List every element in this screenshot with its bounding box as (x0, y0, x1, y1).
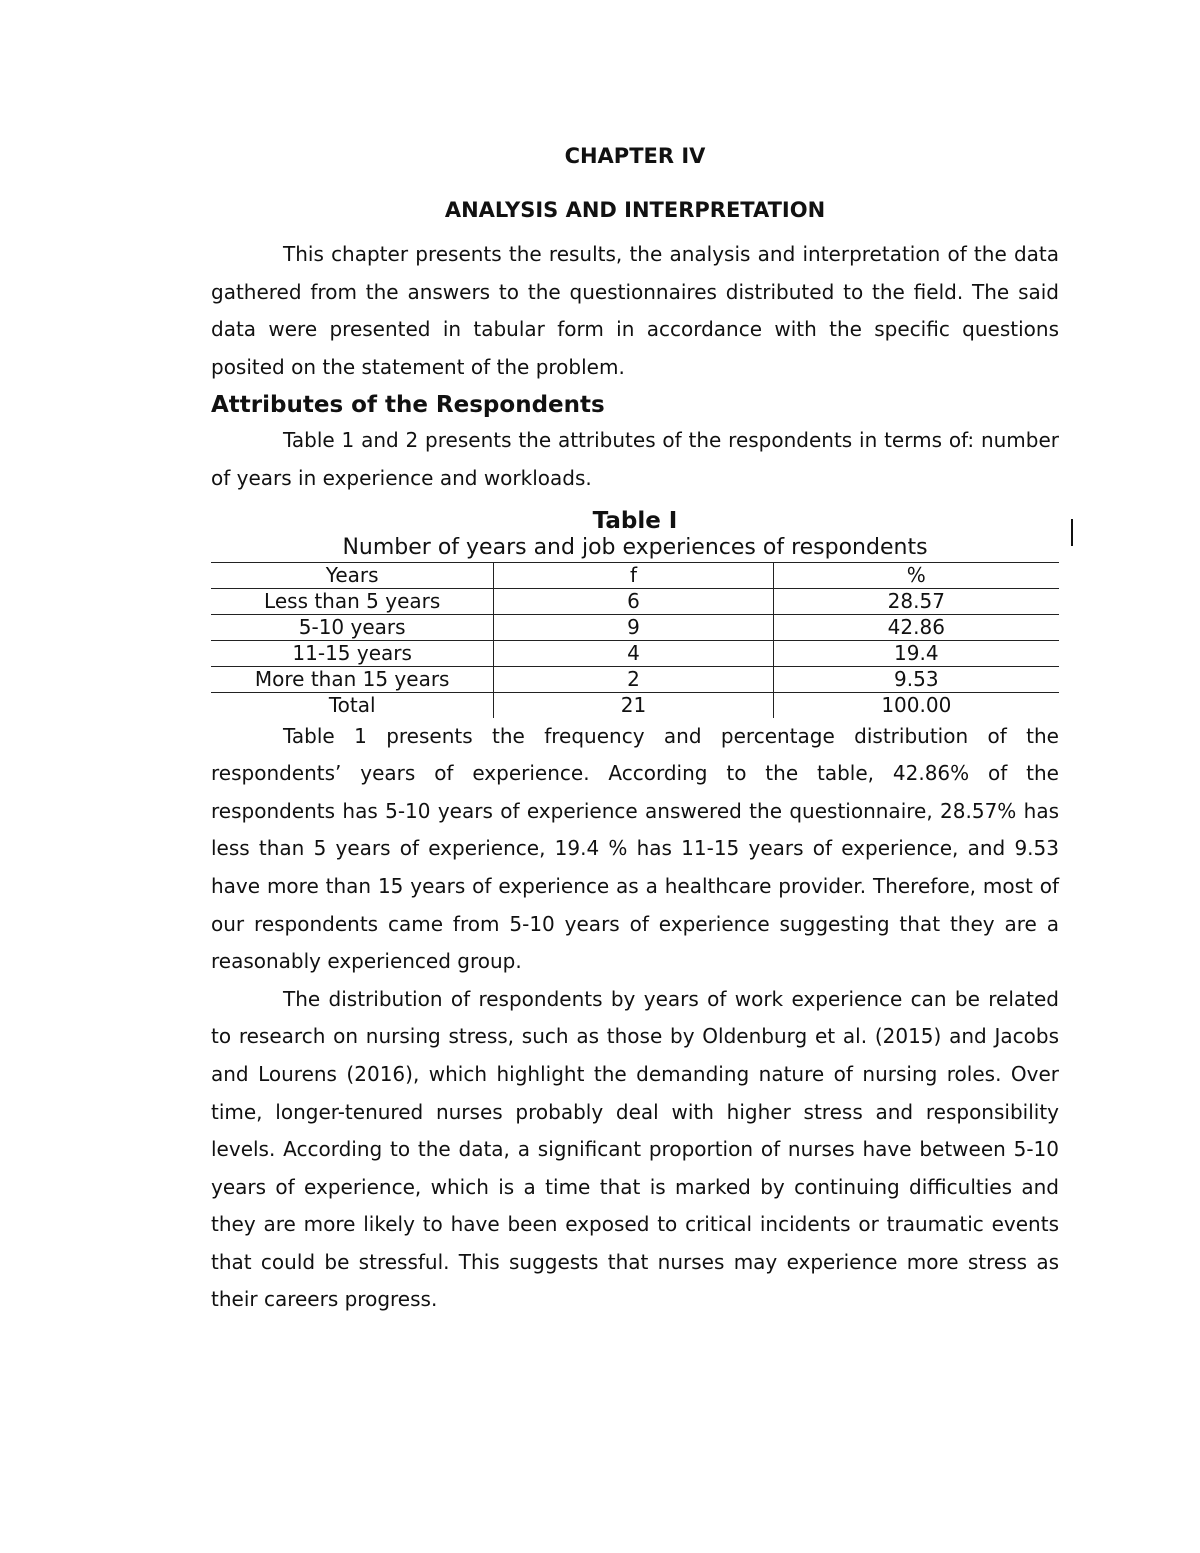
total-label: Total (211, 692, 494, 718)
analysis-paragraph-2: The distribution of respondents by years of work experience can be related to research on nursing stress, such as those by Oldenburg et al. (2015) and Jacobs and Lourens (2016), which highlight the demanding nature of nursing roles. Over time, longer-tenured nurses probably deal with higher stress and responsibility levels. According to the data, a significant proportion of nurses have between 5-10 years of experience, which is a time that is marked by continuing difficulties and they are more likely to have been exposed to critical incidents or traumatic events that could be stressful. This suggests that nurses may experience more stress as their careers progress. (211, 986, 1059, 1312)
table-row (211, 640, 1059, 666)
analysis-paragraph-1: Table 1 presents the frequency and percentage distribution of the respondents’ years of experience. According to the table, 42.86% of the respondents has 5-10 years of experience answered the questionnaire, 28.57% has less than 5 years of experience, 19.4 % has 11-15 years of experience, and 9.53 have more than 15 years of experience as a healthcare provider. Therefore, most of our respondents came from 5-10 years of experience suggesting that they are a reasonably experienced group. (211, 723, 1059, 974)
row-label: More than 15 years (211, 666, 494, 692)
header-years: Years (211, 562, 494, 588)
table-total-row (211, 692, 1059, 718)
text-cursor (1071, 519, 1073, 546)
table-caption (211, 508, 1059, 562)
row-percent: 28.57 (773, 588, 1059, 614)
row-label: Less than 5 years (211, 588, 494, 614)
row-frequency: 9 (494, 614, 773, 640)
chapter-title: ANALYSIS AND INTERPRETATION (444, 198, 826, 222)
total-percent: 100.00 (773, 692, 1059, 718)
row-label: 11-15 years (211, 640, 494, 666)
intro-paragraph: This chapter presents the results, the analysis and interpretation of the data gathered from the answers to the questionnaires distributed to the field. The said data were presented in tabular form in accordance with the specific questions posited on the statement of the problem. (211, 242, 1059, 379)
row-frequency: 6 (494, 588, 773, 614)
table-row (211, 666, 1059, 692)
attributes-heading: Attributes of the Respondents (211, 392, 605, 419)
total-frequency: 21 (494, 692, 773, 718)
experience-table (211, 562, 1059, 718)
table-header-row (211, 562, 1059, 588)
row-frequency: 2 (494, 666, 773, 692)
table-title: Number of years and job experiences of respondents (342, 534, 928, 560)
row-label: 5-10 years (211, 614, 494, 640)
row-percent: 9.53 (773, 666, 1059, 692)
attributes-paragraph: Table 1 and 2 presents the attributes of the respondents in terms of: number of years in experience and workloads. (211, 428, 1059, 490)
chapter-number: CHAPTER IV (564, 144, 706, 168)
document-page (211, 138, 1059, 1319)
header-frequency: f (494, 562, 773, 588)
row-frequency: 4 (494, 640, 773, 666)
table-label: Table I (592, 507, 678, 534)
table-row (211, 588, 1059, 614)
row-percent: 19.4 (773, 640, 1059, 666)
table-row (211, 614, 1059, 640)
header-percent: % (773, 562, 1059, 588)
row-percent: 42.86 (773, 614, 1059, 640)
